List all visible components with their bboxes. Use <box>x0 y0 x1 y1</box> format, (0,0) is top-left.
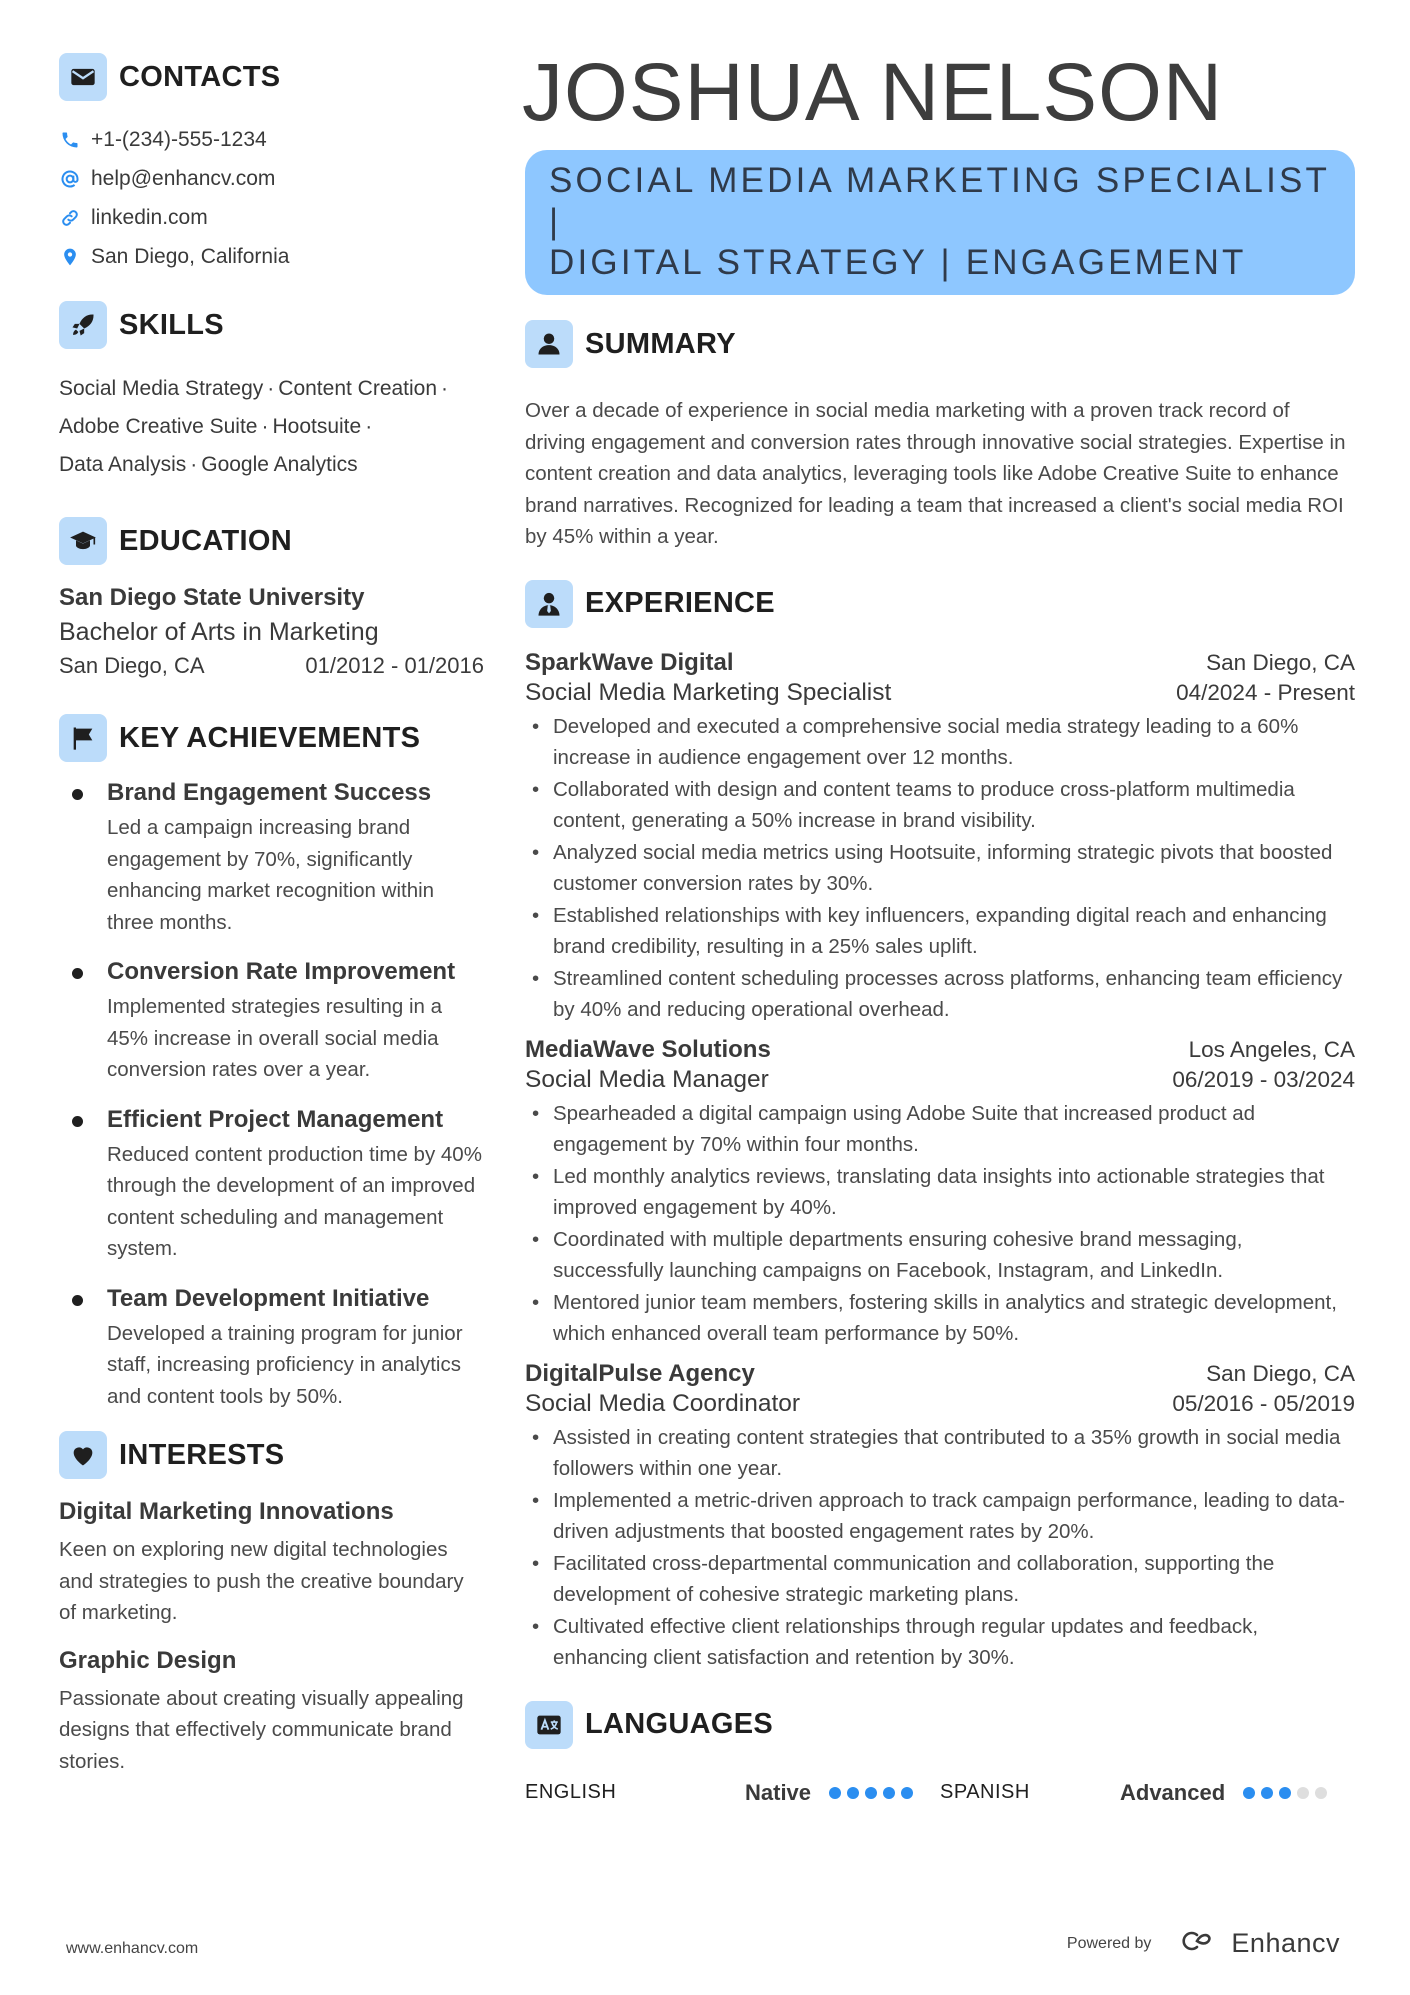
job-role: Social Media Coordinator <box>525 1389 801 1417</box>
language-rating <box>829 1787 913 1799</box>
footer-branding <box>1067 1928 1340 1959</box>
rating-dot <box>883 1787 895 1799</box>
contact-text: San Diego, California <box>91 244 290 268</box>
interest-title: Graphic Design <box>59 1646 237 1674</box>
job-bullets <box>525 1098 1355 1350</box>
phone-icon <box>59 129 81 151</box>
job-header-row <box>525 1036 1355 1064</box>
languages-section <box>525 1700 1355 1806</box>
achievement-desc: Developed a training program for junior staff, increasing proficiency in analytics and content tools by 50%. <box>107 1321 463 1408</box>
job-dates: 06/2019 - 03/2024 <box>1172 1066 1355 1092</box>
section-title: EDUCATION <box>119 524 292 557</box>
headline-line: SOCIAL MEDIA MARKETING SPECIALIST | <box>549 161 1330 241</box>
contact-phone <box>59 120 484 159</box>
job-dates: 04/2024 - Present <box>1176 679 1355 705</box>
language-rating <box>1243 1787 1327 1799</box>
rocket-icon <box>59 301 107 349</box>
job-entry <box>525 1036 1355 1350</box>
interests-section <box>59 1430 484 1777</box>
enhancv-logo-icon <box>1177 1929 1223 1958</box>
interest-item <box>59 1647 484 1778</box>
education-header <box>59 516 484 566</box>
summary-section <box>525 319 1355 553</box>
job-header-row <box>525 649 1355 677</box>
job-role-row <box>525 1390 1355 1418</box>
interest-desc: Passionate about creating visually appealing designs that effectively communicate brand stories. <box>59 1686 464 1773</box>
section-title: SKILLS <box>119 308 224 341</box>
footer-website[interactable]: www.enhancv.com <box>66 1940 199 1957</box>
education-dates: 01/2012 - 01/2016 <box>305 653 484 678</box>
language-level: Native <box>745 1779 812 1805</box>
interest-desc: Keen on exploring new digital technologies and strategies to push the creative boundary of marketing. <box>59 1538 464 1624</box>
left-column <box>59 52 484 1777</box>
education-location: San Diego, CA <box>59 653 205 678</box>
achievement-item <box>59 1104 484 1265</box>
achievements-section <box>59 713 484 1412</box>
job-role: Social Media Marketing Specialist <box>525 678 892 706</box>
section-title: EXPERIENCE <box>585 587 775 619</box>
experience-header <box>525 579 1355 629</box>
contact-text[interactable]: +1-(234)-555-1234 <box>91 127 267 151</box>
skill-item: Data Analysis <box>59 453 187 476</box>
skill-item: Social Media Strategy <box>59 377 264 400</box>
headline-line: DIGITAL STRATEGY | ENGAGEMENT <box>549 243 1247 282</box>
job-bullet: • Collaborated with design and content teams to produce cross-platform multimedia content, generating a 50% increase in brand visibility. <box>532 777 1295 832</box>
achievements-header <box>59 713 484 763</box>
bullet-dot <box>72 789 83 800</box>
powered-by-label: Powered by <box>1066 1934 1152 1952</box>
section-title: LANGUAGES <box>585 1708 773 1740</box>
contacts-section <box>59 52 484 276</box>
skill-item: Content Creation <box>278 377 438 400</box>
rating-dot <box>1315 1787 1327 1799</box>
interest-title: Digital Marketing Innovations <box>59 1498 394 1525</box>
job-bullet: • Analyzed social media metrics using Hootsuite, informing strategic pivots that boosted customer conversion rates by 30%. <box>532 840 1333 895</box>
job-role-row <box>525 679 1355 707</box>
achievement-desc: Led a campaign increasing brand engagement by 70%, significantly enhancing market recognition within three months. <box>107 816 435 934</box>
interest-item <box>59 1498 484 1629</box>
achievements-list <box>59 777 484 1412</box>
experience-section <box>525 579 1355 1674</box>
at-icon <box>59 168 81 190</box>
education-degree: Bachelor of Arts in Marketing <box>59 618 379 646</box>
flag-icon <box>59 714 107 762</box>
rating-dot <box>1297 1787 1309 1799</box>
achievement-title: Brand Engagement Success <box>107 779 432 806</box>
graduation-cap-icon <box>59 517 107 565</box>
brand-name: Enhancv <box>1231 1928 1340 1958</box>
job-company: MediaWave Solutions <box>525 1035 771 1063</box>
job-entry <box>525 649 1355 1026</box>
summary-header <box>525 319 1355 369</box>
job-company: SparkWave Digital <box>525 648 734 676</box>
job-bullet: • Led monthly analytics reviews, translating data insights into actionable strategies that improved engagement by 40%. <box>532 1164 1325 1219</box>
contact-text[interactable]: help@enhancv.com <box>91 166 276 190</box>
achievement-title: Conversion Rate Improvement <box>107 958 456 985</box>
interests-header <box>59 1430 484 1480</box>
job-role: Social Media Manager <box>525 1065 769 1093</box>
translate-icon <box>525 1701 573 1749</box>
candidate-name: JOSHUA NELSON <box>522 47 1224 138</box>
language-item <box>525 1780 940 1806</box>
job-bullets <box>525 711 1355 1026</box>
bullet-dot <box>72 1295 83 1306</box>
language-item <box>940 1780 1355 1806</box>
section-title: CONTACTS <box>119 60 281 93</box>
skill-line: Data Analysis · Google Analytics <box>59 453 358 476</box>
achievement-item <box>59 956 484 1086</box>
rating-dot <box>865 1787 877 1799</box>
heart-icon <box>59 1431 107 1479</box>
location-pin-icon <box>59 246 81 268</box>
bullet-dot <box>72 968 83 979</box>
job-company: DigitalPulse Agency <box>525 1359 755 1387</box>
section-title: KEY ACHIEVEMENTS <box>119 721 421 754</box>
contact-text[interactable]: linkedin.com <box>91 205 208 229</box>
job-header-row <box>525 1360 1355 1388</box>
achievement-title: Efficient Project Management <box>107 1105 444 1133</box>
headline-box <box>525 150 1355 295</box>
job-bullet: • Streamlined content scheduling processes across platforms, enhancing team efficiency by 40% and reducing operational overhead. <box>532 966 1343 1021</box>
education-meta <box>59 653 484 679</box>
job-bullet: • Mentored junior team members, fostering skills in analytics and strategic development, which enhanced overall team performance by 50%. <box>532 1290 1337 1345</box>
achievement-item <box>59 1283 484 1413</box>
summary-text: Over a decade of experience in social media marketing with a proven track record of driving engagement and conversion rates through innovative social strategies. Expertise in content creation and data analytics, leveraging tools like Adobe Creative Suite to enhance brand narratives. Recognized for leading a team that increased a client's social media ROI by 45% within a year. <box>525 399 1346 548</box>
contact-location <box>59 237 484 276</box>
job-role-row <box>525 1066 1355 1094</box>
job-bullet: • Developed and executed a comprehensive social media strategy leading to a 60% increase in audience engagement over 12 months. <box>532 714 1299 769</box>
skill-line: Adobe Creative Suite · Hootsuite · <box>59 415 373 438</box>
rating-dot <box>1261 1787 1273 1799</box>
job-entry <box>525 1360 1355 1674</box>
job-bullet: • Facilitated cross-departmental communication and collaboration, supporting the development of cohesive strategic marketing plans. <box>532 1551 1275 1606</box>
job-bullet: • Established relationships with key influencers, expanding digital reach and enhancing brand credibility, resulting in a 25% sales uplift. <box>532 903 1327 958</box>
right-column <box>522 47 1355 1806</box>
language-name: ENGLISH <box>525 1781 617 1803</box>
achievement-item <box>59 777 484 938</box>
job-location: San Diego, CA <box>1206 1360 1355 1386</box>
link-icon <box>59 207 81 229</box>
skill-item: Google Analytics <box>201 453 358 476</box>
rating-dot <box>1243 1787 1255 1799</box>
achievement-title: Team Development Initiative <box>107 1284 430 1312</box>
envelope-icon <box>59 53 107 101</box>
section-title: SUMMARY <box>585 327 736 360</box>
job-bullets <box>525 1422 1355 1674</box>
languages-header <box>525 1700 1355 1750</box>
rating-dot <box>901 1787 913 1799</box>
contact-linkedin <box>59 198 484 237</box>
skill-line: Social Media Strategy · Content Creation · <box>59 377 449 400</box>
section-title: INTERESTS <box>119 1438 285 1471</box>
contact-list <box>59 120 484 276</box>
rating-dot <box>829 1787 841 1799</box>
job-bullet: • Cultivated effective client relationships through regular updates and feedback, enhancing client satisfaction and retention by 30%. <box>532 1614 1259 1669</box>
job-bullet: • Assisted in creating content strategies that contributed to a 35% growth in social media followers within one year. <box>532 1425 1341 1480</box>
businessman-icon <box>525 580 573 628</box>
job-bullet: • Coordinated with multiple departments ensuring cohesive brand messaging, successfully launching campaigns on Facebook, Instagram, and LinkedIn. <box>532 1227 1243 1282</box>
job-bullet: • Spearheaded a digital campaign using Adobe Suite that increased product ad engagement by 70% within four months. <box>532 1101 1256 1156</box>
user-icon <box>525 320 573 368</box>
job-location: San Diego, CA <box>1206 649 1355 675</box>
skills-section <box>59 300 484 484</box>
language-level: Advanced <box>1120 1779 1226 1805</box>
language-name: SPANISH <box>940 1781 1030 1803</box>
bullet-dot <box>72 1116 83 1127</box>
skill-item: Hootsuite <box>272 415 362 438</box>
education-section <box>59 516 484 679</box>
rating-dot <box>1279 1787 1291 1799</box>
contacts-header <box>59 52 484 102</box>
skills-header <box>59 300 484 350</box>
contact-email <box>59 159 484 198</box>
languages-row <box>525 1780 1355 1806</box>
achievement-desc: Implemented strategies resulting in a 45% increase in overall social media conversion rates over a year. <box>107 995 443 1081</box>
skill-item: Adobe Creative Suite <box>59 415 258 438</box>
rating-dot <box>847 1787 859 1799</box>
job-dates: 05/2016 - 05/2019 <box>1172 1390 1355 1416</box>
achievement-desc: Reduced content production time by 40% through the development of an improved content scheduling and management system. <box>107 1142 482 1260</box>
job-bullet: • Implemented a metric-driven approach to track campaign performance, leading to data-driven adjustments that boosted engagement rates by 20%. <box>532 1488 1345 1543</box>
job-location: Los Angeles, CA <box>1188 1036 1355 1062</box>
education-school: San Diego State University <box>59 584 365 611</box>
skills-list <box>59 370 484 484</box>
